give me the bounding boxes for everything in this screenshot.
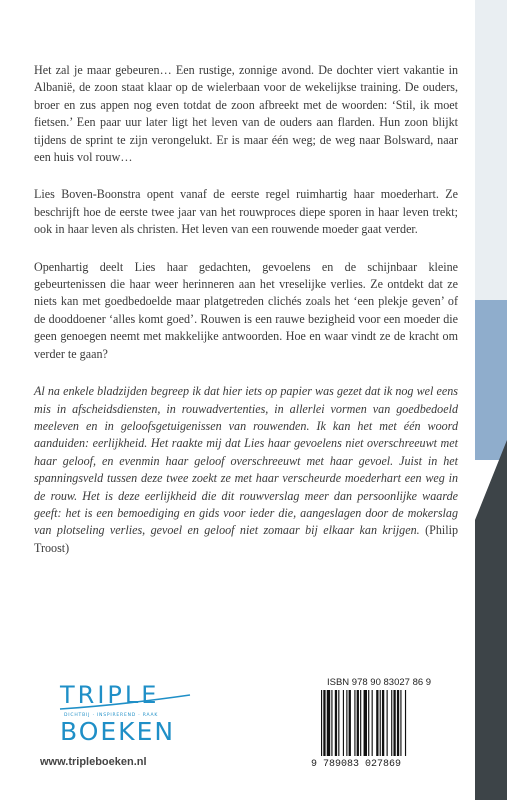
barcode-bar (327, 690, 330, 756)
barcode-bar (323, 690, 325, 756)
quote-text: Al na enkele bladzijden begreep ik dat hier iets op papier was gezet dat ik nog wel eens mis in afscheidsdiensten, in rouwadvertenties, in allerlei vormen van goedbedoeld meeleven en in geloofsgetuigenissen van rouwenden. Ik kan het met één woord aanduiden: eerlijkheid. Het raakte mij dat Lies haar gevoelens niet overschreeuwt met haar geloof, en evenmin haar geloof overschreeuwt met haar gevoel. Juist in het spanningsveld tussen deze twee zoekt ze met haar verscheurde moederhart een weg in de rouw. Het is deze eerlijkheid die dit rouwverslag meer dan persoonlijke waarde geeft: het is een bemoediging en gids voor ieder die, aangeslagen door de mokerslag van plotseling verlies, gevoel en geloof niet zomaar bij elkaar kan krijgen. (34, 384, 458, 538)
back-cover-text (34, 62, 458, 577)
isbn-barcode (307, 676, 445, 776)
barcode-bar (321, 690, 322, 756)
barcode-bar (331, 690, 332, 756)
strip-sky (475, 0, 507, 300)
barcode-bar (372, 690, 373, 756)
barcode-bar (405, 690, 406, 756)
barcode-digits: 9 789083 027869 (311, 759, 402, 770)
strip-blue-band (475, 300, 507, 460)
barcode-icon (307, 688, 445, 760)
barcode-bar (376, 690, 378, 756)
strip-dark-band (475, 440, 507, 800)
barcode-bar (397, 690, 399, 756)
endorsement-quote (34, 383, 458, 557)
barcode-bar (346, 690, 347, 756)
barcode-bar (400, 690, 401, 756)
barcode-bar (364, 690, 367, 756)
logo-boeken: BOEKEN (60, 717, 176, 746)
paragraph-description: Openhartig deelt Lies haar gedachten, gevoelens en de schijnbaar kleine gebeurtenissen die haar weer herinneren aan het vreselijke verlies. Ze ontdekt dat ze niets kan met goedbedoelde maar platgetreden clichés zoals het ‘een plekje geven’ of de dooddoener ‘alles komt goed’. Rouwen is een rauwe bezigheid voor een moeder die geen genoegen neemt met makkelijke antwoorden. Hoe en waar vindt ze de kracht om verder te gaan? (34, 259, 458, 361)
barcode-bar (338, 690, 339, 756)
barcode-bar (380, 690, 381, 756)
barcode-bar (387, 690, 388, 756)
paragraph-author: Lies Boven-Boonstra opent vanaf de eerste regel ruimhartig haar moederhart. Ze beschrijft hoe de eerste twee jaar van het rouwproces diepe sporen in haar leven trekt; ook in haar leven als christen. Het leven van een rouwende moeder gaat verder. (34, 187, 458, 237)
barcode-bar (357, 690, 359, 756)
paragraph-intro: Het zal je maar gebeuren… Een rustige, zonnige avond. De dochter viert vakantie in Albanië, de zoon staat klaar op de wielerbaan voor de wekelijkse training. De ouders, broer en zus appen nog even totdat de zoon afbreekt met de woorden: ‘Stil, ik moet fietsen.’ Een paar uur later ligt het leven van de ouders aan flarden. Hun zoon blijkt tijdens de sprint te zijn verongelukt. Er is maar één weg; de weg naar Bolsward, naar een huis vol rouw… (34, 63, 458, 165)
publisher-website: www.tripleboeken.nl (40, 756, 147, 768)
barcode-bar (343, 690, 344, 756)
quote-attribution: (Philip Troost) (34, 523, 458, 555)
barcode-bar (349, 690, 351, 756)
barcode-bar (382, 690, 384, 756)
barcode-bar (368, 690, 369, 756)
barcode-bar (391, 690, 392, 756)
logo-tagline: DICHTBIJ · INSPIREREND · RAAK (64, 713, 159, 718)
isbn-number: ISBN 978 90 83027 86 9 (327, 677, 432, 688)
logo-triple: TRIPLE (60, 681, 160, 709)
barcode-bar (393, 690, 395, 756)
barcode-bar (360, 690, 361, 756)
barcode-bar (354, 690, 355, 756)
cover-spine-strip (475, 0, 507, 800)
barcode-bar (335, 690, 337, 756)
